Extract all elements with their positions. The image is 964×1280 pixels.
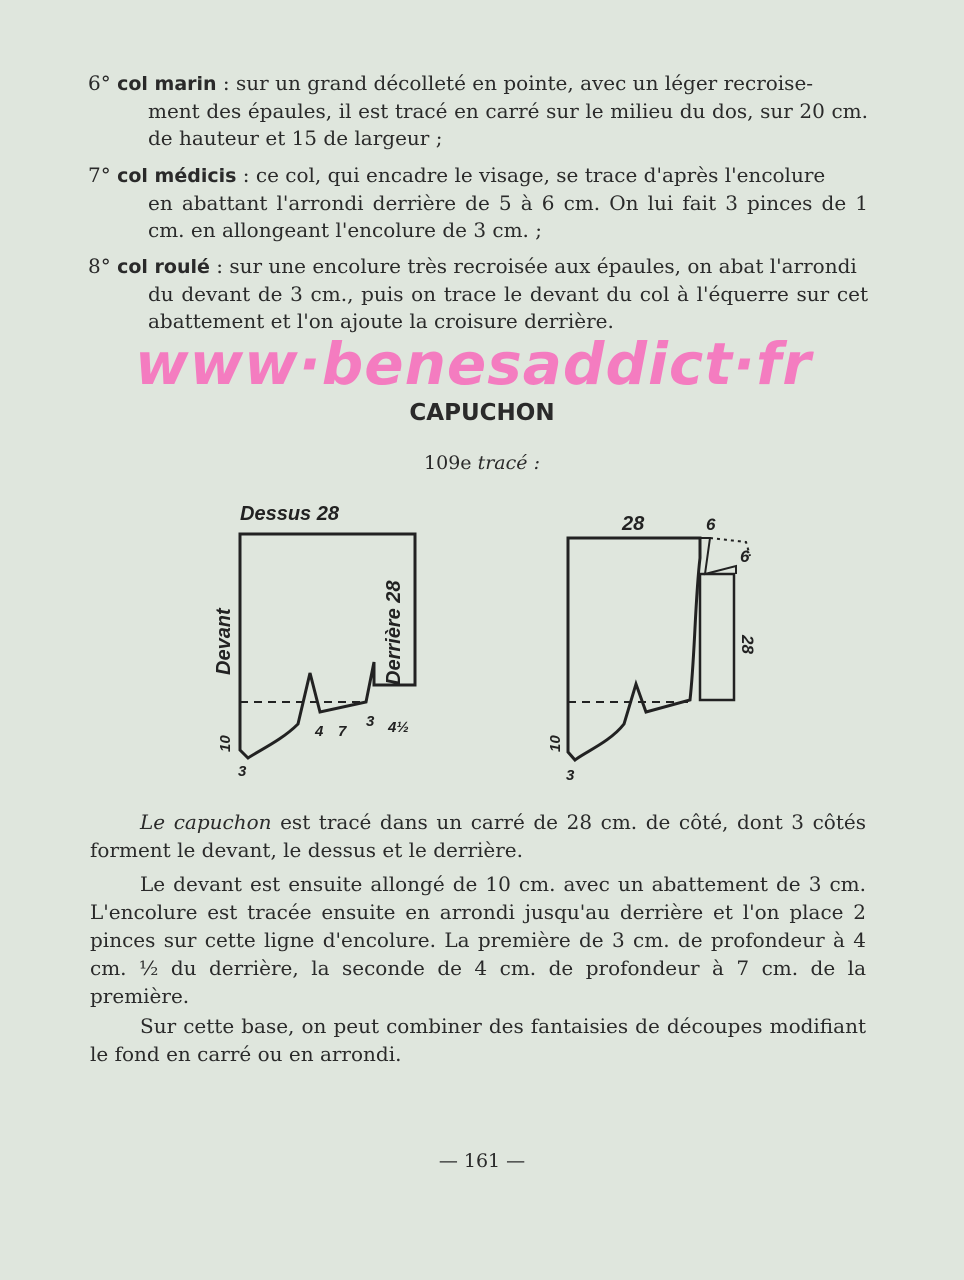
paragraph-1 bbox=[90, 808, 866, 864]
right-top-label-6: 6 bbox=[706, 515, 716, 534]
right-square-outline bbox=[568, 538, 700, 760]
figure-word: tracé : bbox=[477, 452, 540, 474]
right-side-label: Derrière 28 bbox=[383, 580, 405, 685]
item-term: col roulé bbox=[117, 256, 210, 278]
bottom-label-7: 7 bbox=[338, 723, 347, 740]
item-number: 8° bbox=[88, 254, 111, 278]
paragraph-text: Le devant est ensuite allongé de 10 cm. avec un abattement de 3 cm. L'encolure est tracée ensuite en arrondi jusqu'au derrière et l'on place 2 pinces sur cette ligne d'encolure. La première de 3 cm. de profondeur à 4 cm. ½ du derrière, la seconde de 4 cm. de profondeur à 7 cm. de la première. bbox=[90, 872, 866, 1008]
paragraph-lead: Le capuchon bbox=[140, 810, 272, 834]
watermark-url: www·benesaddict·fr bbox=[135, 330, 812, 398]
paragraph-text: Sur cette base, on peut combiner des fantaisies de découpes modifiant le fond en carré ou en arrondi. bbox=[90, 1014, 866, 1066]
item-text-line1: : sur un grand décolleté en pointe, avec un léger recroise- bbox=[216, 71, 814, 95]
right-collar-band bbox=[700, 574, 734, 700]
figure-number: 109e bbox=[424, 452, 472, 474]
list-item-col-roule bbox=[88, 253, 868, 335]
figure-caption bbox=[0, 452, 964, 474]
hood-pattern-diagram bbox=[190, 490, 790, 790]
paragraph-text: est tracé dans un carré de 28 cm. de côté, dont 3 côtés forment le devant, le dessus et le derrière. bbox=[90, 810, 866, 862]
item-text-rest: ment des épaules, il est tracé en carré sur le milieu du dos, sur 20 cm. de hauteur et 15 de largeur ; bbox=[148, 99, 868, 150]
list-item-col-medicis bbox=[88, 162, 868, 244]
item-number: 7° bbox=[88, 163, 111, 187]
right-top-extension bbox=[700, 538, 736, 574]
right-top-label-28: 28 bbox=[622, 513, 645, 535]
left-label-3: 3 bbox=[238, 763, 247, 780]
item-text-rest: du devant de 3 cm., puis on trace le devant du col à l'équerre sur cet abattement et l'on ajoute la croisure derrière. bbox=[148, 282, 868, 333]
right-label-10: 10 bbox=[547, 735, 564, 752]
item-term: col marin bbox=[117, 73, 217, 95]
bottom-label-4: 4 bbox=[315, 723, 324, 740]
right-corner-label-6: 6 bbox=[740, 547, 750, 566]
paragraph-2 bbox=[90, 870, 866, 1010]
bottom-label-3: 3 bbox=[366, 713, 375, 730]
left-side-label: Devant bbox=[213, 608, 235, 675]
left-label-10: 10 bbox=[217, 735, 234, 752]
right-label-3: 3 bbox=[566, 767, 575, 784]
page-number: — 161 — bbox=[438, 1150, 526, 1172]
paragraph-3 bbox=[90, 1012, 866, 1068]
list-item-col-marin bbox=[88, 70, 868, 152]
item-term: col médicis bbox=[117, 165, 237, 187]
item-number: 6° bbox=[88, 71, 111, 95]
item-text-line1: : sur une encolure très recroisée aux épaules, on abat l'arrondi bbox=[209, 254, 857, 278]
bottom-label-4-half: 4½ bbox=[388, 719, 409, 736]
item-text-line1: : ce col, qui encadre le visage, se trace d'après l'encolure bbox=[236, 163, 826, 187]
section-heading: CAPUCHON bbox=[409, 400, 555, 426]
right-band-label-28: 28 bbox=[738, 635, 757, 654]
item-text-rest: en abattant l'arrondi derrière de 5 à 6 cm. On lui fait 3 pinces de 1 cm. en allongeant l'encolure de 3 cm. ; bbox=[148, 191, 868, 242]
left-top-label: Dessus 28 bbox=[240, 503, 339, 525]
